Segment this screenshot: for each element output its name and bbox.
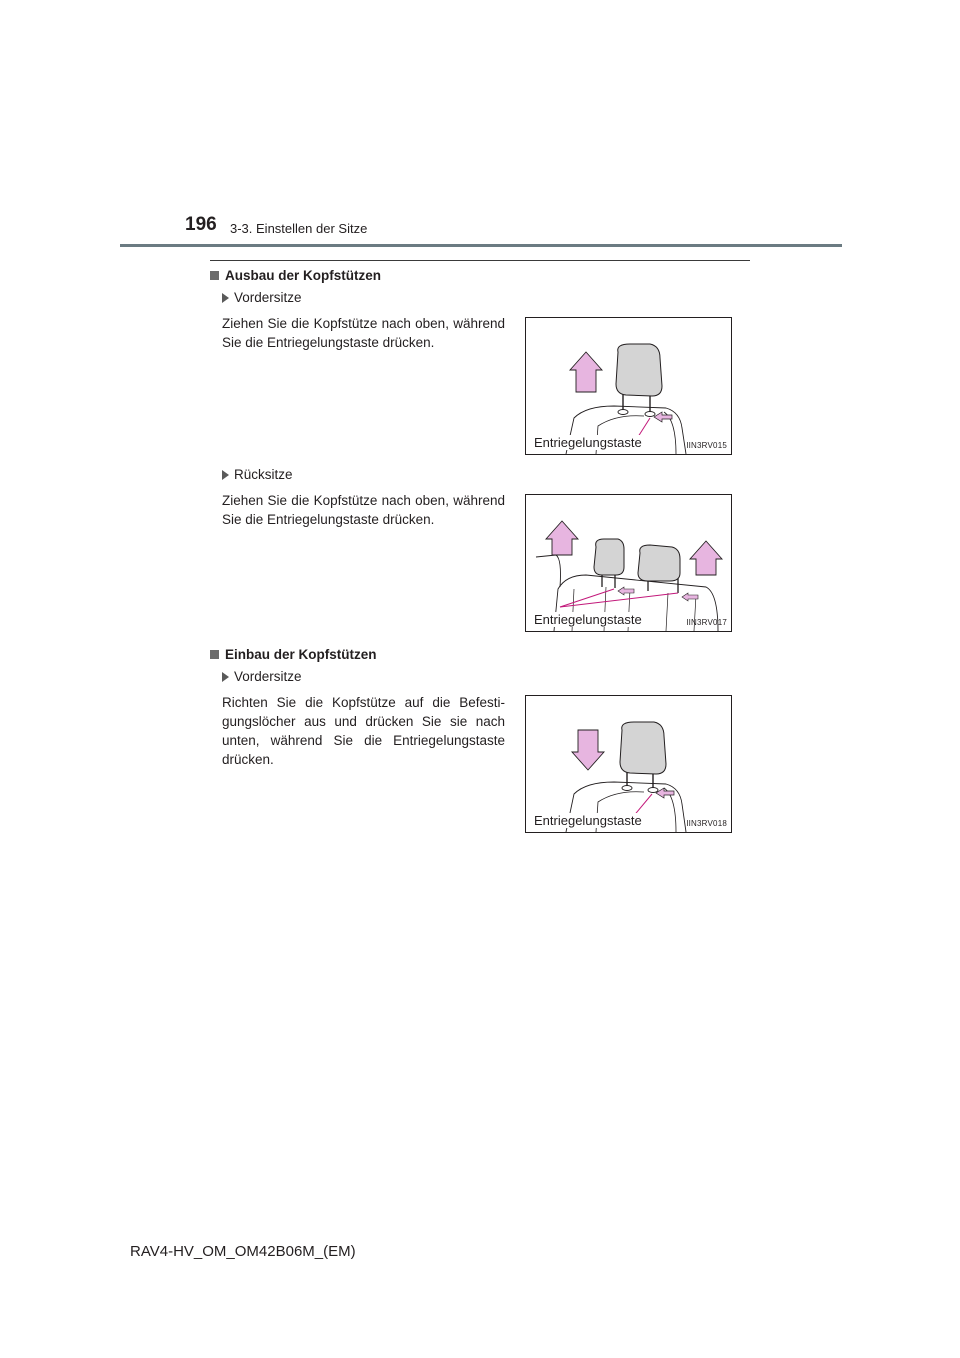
header-rule [120,244,842,247]
triangle-bullet-icon [222,293,229,303]
page-number: 196 [185,214,217,235]
section-heading-installation: Einbau der Kopfstützen [210,647,377,662]
figure-code: IIN3RV017 [686,618,727,627]
square-bullet-icon [210,650,219,659]
figure-code: IIN3RV018 [686,819,727,828]
footer-document-code: RAV4-HV_OM_OM42B06M_(EM) [130,1243,356,1260]
instruction-text: Richten Sie die Kopfstütze auf die Befestigungslöcher aus und drücken Sie sie nach unten, während Sie die Entriegelungstaste drücken. [222,695,505,767]
subsection-title-front-seats: Vordersitze [222,290,302,305]
section-heading-removal: Ausbau der Kopfstützen [210,268,381,283]
instruction-text: Ziehen Sie die Kopfstütze nach oben, während Sie die Entriegelungstaste drücken. [222,493,505,527]
rear-seat-headrest-illustration [526,495,731,631]
figure-front-headrest-removal [525,317,732,455]
section-divider [210,260,750,261]
subsection-title-rear-seats: Rücksitze [222,467,293,482]
figure-label: Entriegelungstaste [534,612,642,627]
triangle-bullet-icon [222,470,229,480]
figure-rear-headrest-removal [525,494,732,632]
triangle-bullet-icon [222,672,229,682]
figure-front-headrest-installation [525,695,732,833]
subsection-title-front-seats: Vordersitze [222,669,302,684]
figure-label: Entriegelungstaste [534,813,642,828]
figure-label: Entriegelungstaste [534,435,642,450]
figure-code: IIN3RV015 [686,441,727,450]
square-bullet-icon [210,271,219,280]
front-seat-headrest-install-illustration [526,696,731,832]
front-seat-headrest-illustration [526,318,731,454]
chapter-title: 3-3. Einstellen der Sitze [230,221,368,236]
instruction-text: Ziehen Sie die Kopfstütze nach oben, während Sie die Entriegelungstaste drücken. [222,316,505,350]
